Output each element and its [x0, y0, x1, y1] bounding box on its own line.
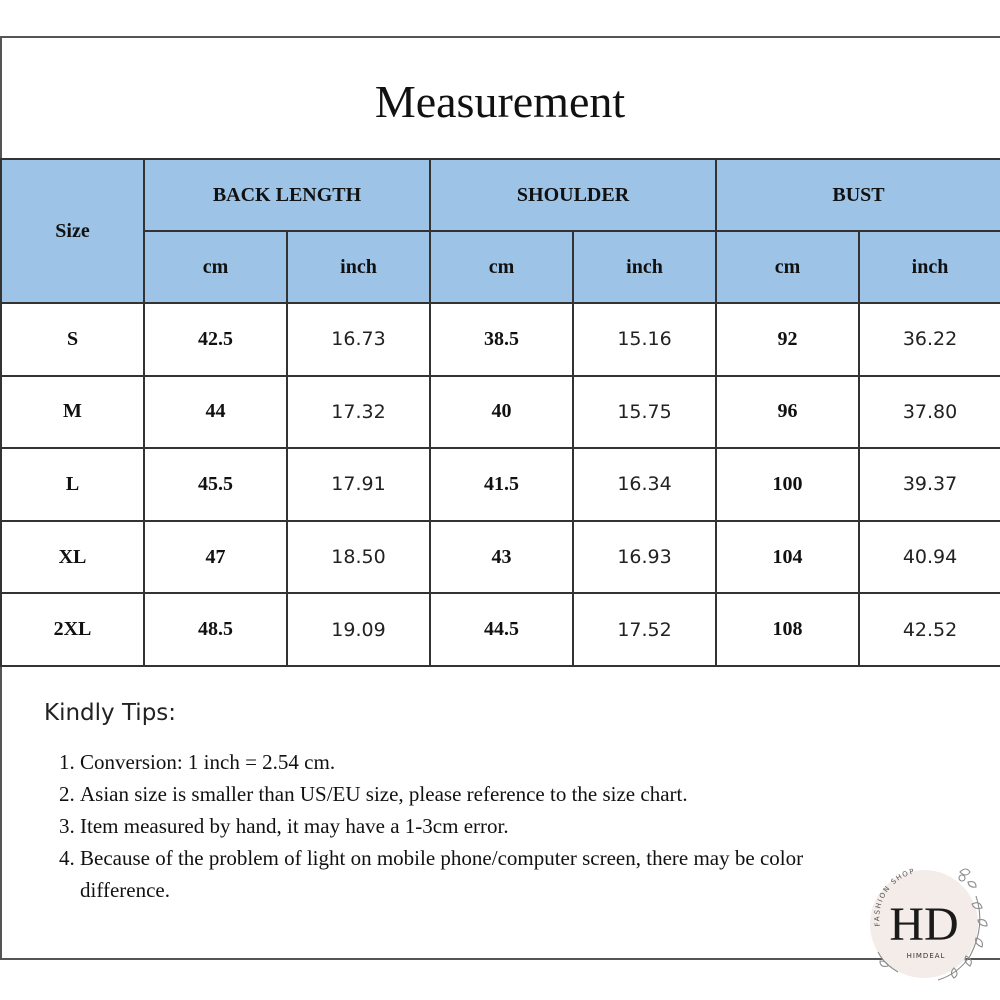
tip-item: 1. Conversion: 1 inch = 2.54 cm. [80, 746, 884, 778]
logo-brand: HIMDEAL [906, 952, 946, 960]
value-cell: 92 [716, 303, 859, 376]
value-cell: 45.5 [144, 448, 287, 521]
value-cell: 16.73 [287, 303, 430, 376]
size-cell: 2XL [1, 593, 144, 666]
size-cell: L [1, 448, 144, 521]
unit-header: cm [144, 231, 287, 303]
value-cell: 44 [144, 376, 287, 449]
value-cell: 40 [430, 376, 573, 449]
unit-header: inch [287, 231, 430, 303]
value-cell: 15.16 [573, 303, 716, 376]
value-cell: 16.34 [573, 448, 716, 521]
tip-item: 2. Asian size is smaller than US/EU size, please reference to the size chart. [80, 778, 884, 810]
size-cell: S [1, 303, 144, 376]
value-cell: 39.37 [859, 448, 1000, 521]
size-chart [0, 158, 1000, 667]
unit-header: inch [573, 231, 716, 303]
value-cell: 38.5 [430, 303, 573, 376]
size-table [0, 158, 1000, 667]
value-cell: 96 [716, 376, 859, 449]
logo-monogram: HD [889, 898, 959, 951]
page-title: Measurement [374, 76, 626, 127]
logo-arc-text: FASHION SHOP [873, 867, 917, 927]
tips-title: Kindly Tips: [44, 700, 177, 726]
table-row [1, 448, 1000, 521]
tip-item: 3. Item measured by hand, it may have a 1-3cm error. [80, 810, 884, 842]
unit-header: cm [430, 231, 573, 303]
value-cell: 40.94 [859, 521, 1000, 594]
tips-list [44, 746, 884, 906]
floral-wreath-logo-icon [858, 856, 992, 990]
table-row [1, 303, 1000, 376]
bust-header: BUST [716, 159, 1000, 231]
table-row [1, 521, 1000, 594]
value-cell: 36.22 [859, 303, 1000, 376]
value-cell: 48.5 [144, 593, 287, 666]
value-cell: 18.50 [287, 521, 430, 594]
value-cell: 16.93 [573, 521, 716, 594]
kindly-tips [44, 700, 884, 906]
value-cell: 37.80 [859, 376, 1000, 449]
value-cell: 42.52 [859, 593, 1000, 666]
tip-item: 4. Because of the problem of light on mobile phone/computer screen, there may be color difference. [80, 842, 884, 906]
value-cell: 15.75 [573, 376, 716, 449]
size-column-header: Size [1, 159, 144, 303]
value-cell: 108 [716, 593, 859, 666]
unit-header: inch [859, 231, 1000, 303]
value-cell: 17.32 [287, 376, 430, 449]
value-cell: 42.5 [144, 303, 287, 376]
table-row [1, 376, 1000, 449]
value-cell: 17.52 [573, 593, 716, 666]
value-cell: 43 [430, 521, 573, 594]
shoulder-header: SHOULDER [430, 159, 716, 231]
value-cell: 47 [144, 521, 287, 594]
size-cell: M [1, 376, 144, 449]
value-cell: 104 [716, 521, 859, 594]
unit-header: cm [716, 231, 859, 303]
value-cell: 17.91 [287, 448, 430, 521]
value-cell: 44.5 [430, 593, 573, 666]
value-cell: 19.09 [287, 593, 430, 666]
back-length-header: BACK LENGTH [144, 159, 430, 231]
size-cell: XL [1, 521, 144, 594]
value-cell: 100 [716, 448, 859, 521]
table-row [1, 593, 1000, 666]
value-cell: 41.5 [430, 448, 573, 521]
